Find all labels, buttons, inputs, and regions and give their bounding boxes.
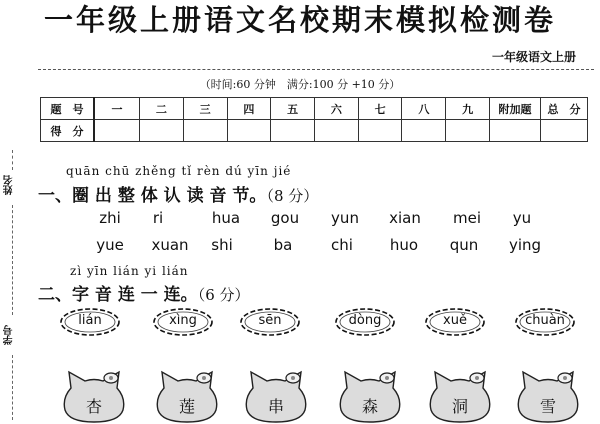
- syllable-oval-text: xuě: [443, 313, 467, 328]
- student-number-label: 学号: [4, 325, 15, 345]
- score-cell[interactable]: [140, 120, 184, 142]
- character-text: 莲: [178, 397, 195, 416]
- section1-pinyin: quān chū zhěng tǐ rèn dú yīn jié: [66, 164, 292, 178]
- syllable-oval-text: lián: [78, 313, 102, 328]
- section1-points: （8 分）: [266, 187, 319, 205]
- syllable-oval-text: xìng: [169, 313, 197, 328]
- score-header-cell: 三: [183, 98, 227, 120]
- score-header-cell: 一: [94, 98, 140, 120]
- score-table-header-row: [41, 98, 588, 120]
- section1-heading: [38, 181, 318, 206]
- score-table: [40, 97, 588, 142]
- character-text: 串: [267, 397, 284, 416]
- syllable-item[interactable]: ri: [152, 209, 164, 227]
- syllable-item[interactable]: hua: [211, 209, 241, 227]
- score-header-cell: 四: [227, 98, 271, 120]
- character-text: 洞: [451, 397, 468, 416]
- score-header-cell: 六: [315, 98, 359, 120]
- syllable-item[interactable]: gou: [270, 209, 300, 227]
- character-card[interactable]: [152, 368, 222, 424]
- syllable-oval-text: chuàn: [525, 313, 565, 328]
- exam-info: （时间:60 分钟 满分:100 分 +10 分）: [199, 78, 401, 91]
- section2-heading: [38, 280, 250, 305]
- section2-points: （6 分）: [197, 286, 250, 304]
- syllable-item[interactable]: xian: [389, 209, 421, 227]
- syllable-item[interactable]: ying: [508, 236, 542, 254]
- syllable-item[interactable]: xuan: [151, 236, 189, 254]
- score-cell[interactable]: [446, 120, 490, 142]
- syllable-oval[interactable]: [424, 307, 486, 337]
- character-card[interactable]: [335, 368, 405, 424]
- side-divider: [12, 150, 13, 170]
- score-header-cell: 总 分: [541, 98, 588, 120]
- score-header-cell: 五: [271, 98, 315, 120]
- name-label: 姓名: [4, 175, 15, 195]
- score-header-cell: 九: [446, 98, 490, 120]
- character-card[interactable]: [513, 368, 583, 424]
- score-header-cell: 题 号: [41, 98, 95, 120]
- syllable-oval-text: dòng: [348, 313, 382, 328]
- syllable-oval[interactable]: [59, 307, 121, 337]
- score-cell[interactable]: [541, 120, 588, 142]
- syllable-item[interactable]: qun: [449, 236, 479, 254]
- syllable-item[interactable]: chi: [331, 236, 353, 254]
- score-cell[interactable]: [315, 120, 359, 142]
- syllable-item[interactable]: huo: [389, 236, 419, 254]
- section1-title: 一、圈 出 整 体 认 读 音 节。: [38, 186, 267, 206]
- score-cell[interactable]: [183, 120, 227, 142]
- score-header-cell: 二: [140, 98, 184, 120]
- score-cell[interactable]: [402, 120, 446, 142]
- score-header-cell: 附加题: [490, 98, 541, 120]
- syllable-row-2: [72, 236, 572, 260]
- syllable-oval-text: sēn: [258, 313, 282, 328]
- syllable-item[interactable]: yun: [331, 209, 359, 227]
- character-text: 雪: [539, 397, 556, 416]
- syllable-oval[interactable]: [239, 307, 301, 337]
- syllable-oval[interactable]: [334, 307, 396, 337]
- score-cell[interactable]: [94, 120, 140, 142]
- page-title: 一年级上册语文名校期末模拟检测卷: [43, 3, 556, 37]
- score-row-label: 得 分: [41, 120, 95, 142]
- section2-title: 二、字 音 连 一 连。: [38, 285, 198, 305]
- score-cell[interactable]: [271, 120, 315, 142]
- syllable-oval[interactable]: [152, 307, 214, 337]
- score-table-score-row: [41, 120, 588, 142]
- syllable-item[interactable]: yu: [512, 209, 532, 227]
- character-card[interactable]: [425, 368, 495, 424]
- section2-pinyin: zì yīn lián yi lián: [70, 264, 189, 278]
- subtitle: 一年级语文上册: [491, 50, 576, 64]
- side-divider: [12, 355, 13, 420]
- score-cell[interactable]: [227, 120, 271, 142]
- syllable-row-1: [72, 209, 572, 233]
- character-card[interactable]: [241, 368, 311, 424]
- syllable-item[interactable]: zhi: [99, 209, 121, 227]
- score-header-cell: 八: [402, 98, 446, 120]
- side-divider: [12, 205, 13, 315]
- syllable-oval[interactable]: [514, 307, 576, 337]
- character-text: 森: [361, 397, 378, 416]
- syllable-item[interactable]: shi: [211, 236, 233, 254]
- score-cell[interactable]: [358, 120, 402, 142]
- character-text: 杏: [85, 397, 102, 416]
- syllable-item[interactable]: mei: [452, 209, 482, 227]
- syllable-item[interactable]: yue: [96, 236, 124, 254]
- score-cell[interactable]: [490, 120, 541, 142]
- score-header-cell: 七: [358, 98, 402, 120]
- character-card[interactable]: [59, 368, 129, 424]
- syllable-item[interactable]: ba: [273, 236, 293, 254]
- divider: [38, 69, 594, 70]
